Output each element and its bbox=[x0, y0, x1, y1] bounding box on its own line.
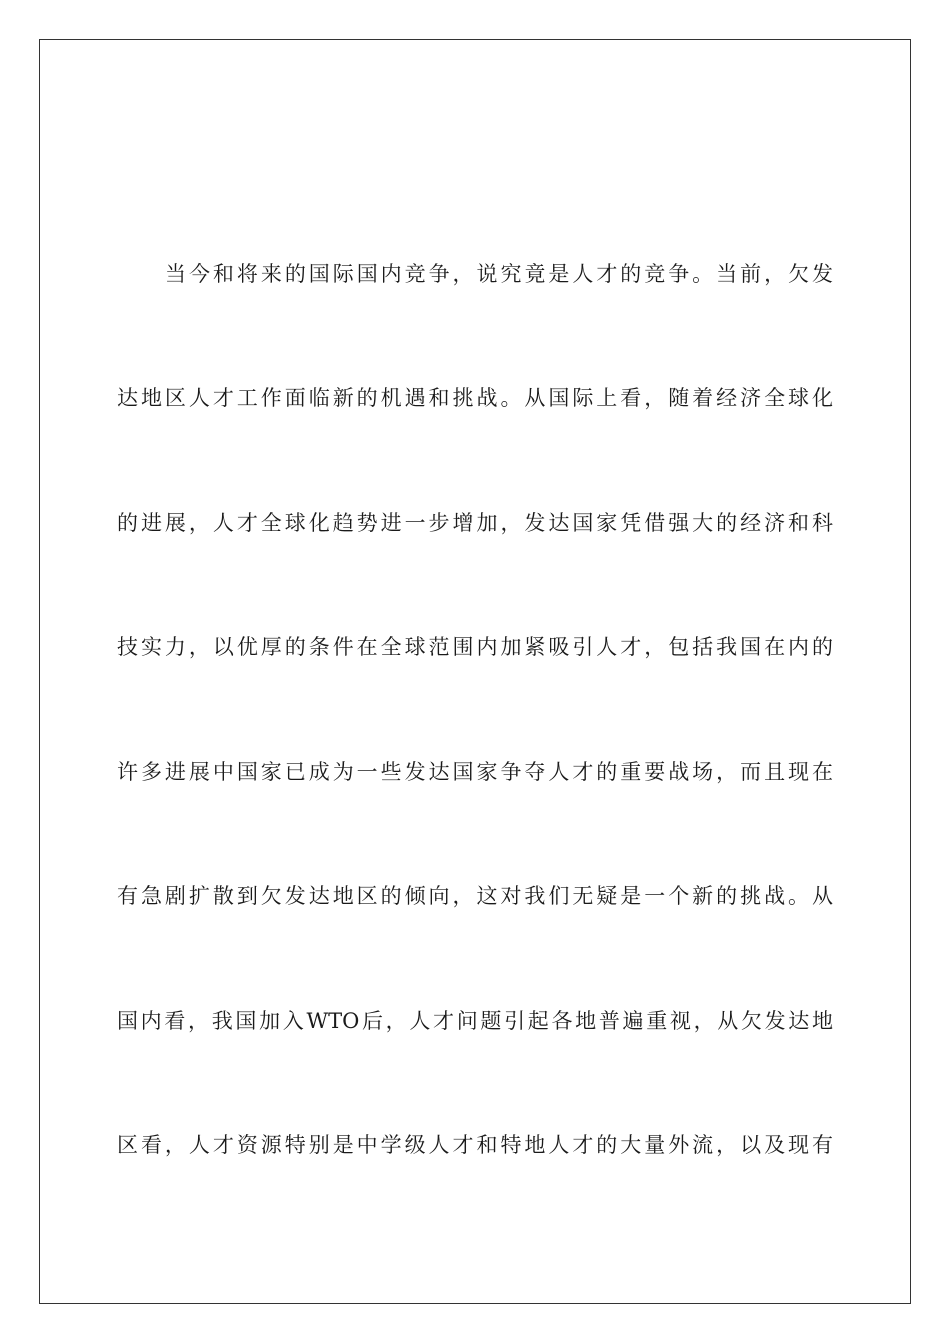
paragraph-line: 达地区人才工作面临新的机遇和挑战。从国际上看，随着经济全球化 bbox=[117, 386, 833, 410]
paragraph-line: 的进展，人才全球化趋势进一步增加，发达国家凭借强大的经济和科 bbox=[117, 511, 833, 535]
paragraph-line: 有急剧扩散到欠发达地区的倾向，这对我们无疑是一个新的挑战。从 bbox=[117, 884, 833, 908]
page-border bbox=[39, 39, 911, 1304]
paragraph-line: 区看，人才资源特别是中学级人才和特地人才的大量外流，以及现有 bbox=[117, 1133, 833, 1157]
paragraph-line: 许多进展中国家已成为一些发达国家争夺人才的重要战场，而且现在 bbox=[117, 760, 833, 784]
paragraph-line: 技实力，以优厚的条件在全球范围内加紧吸引人才，包括我国在内的 bbox=[117, 635, 833, 659]
paragraph-line: 当今和将来的国际国内竞争，说究竟是人才的竞争。当前，欠发 bbox=[165, 262, 833, 286]
paragraph-line: 国内看，我国加入WTO后，人才问题引起各地普遍重视，从欠发达地 bbox=[117, 1009, 833, 1033]
